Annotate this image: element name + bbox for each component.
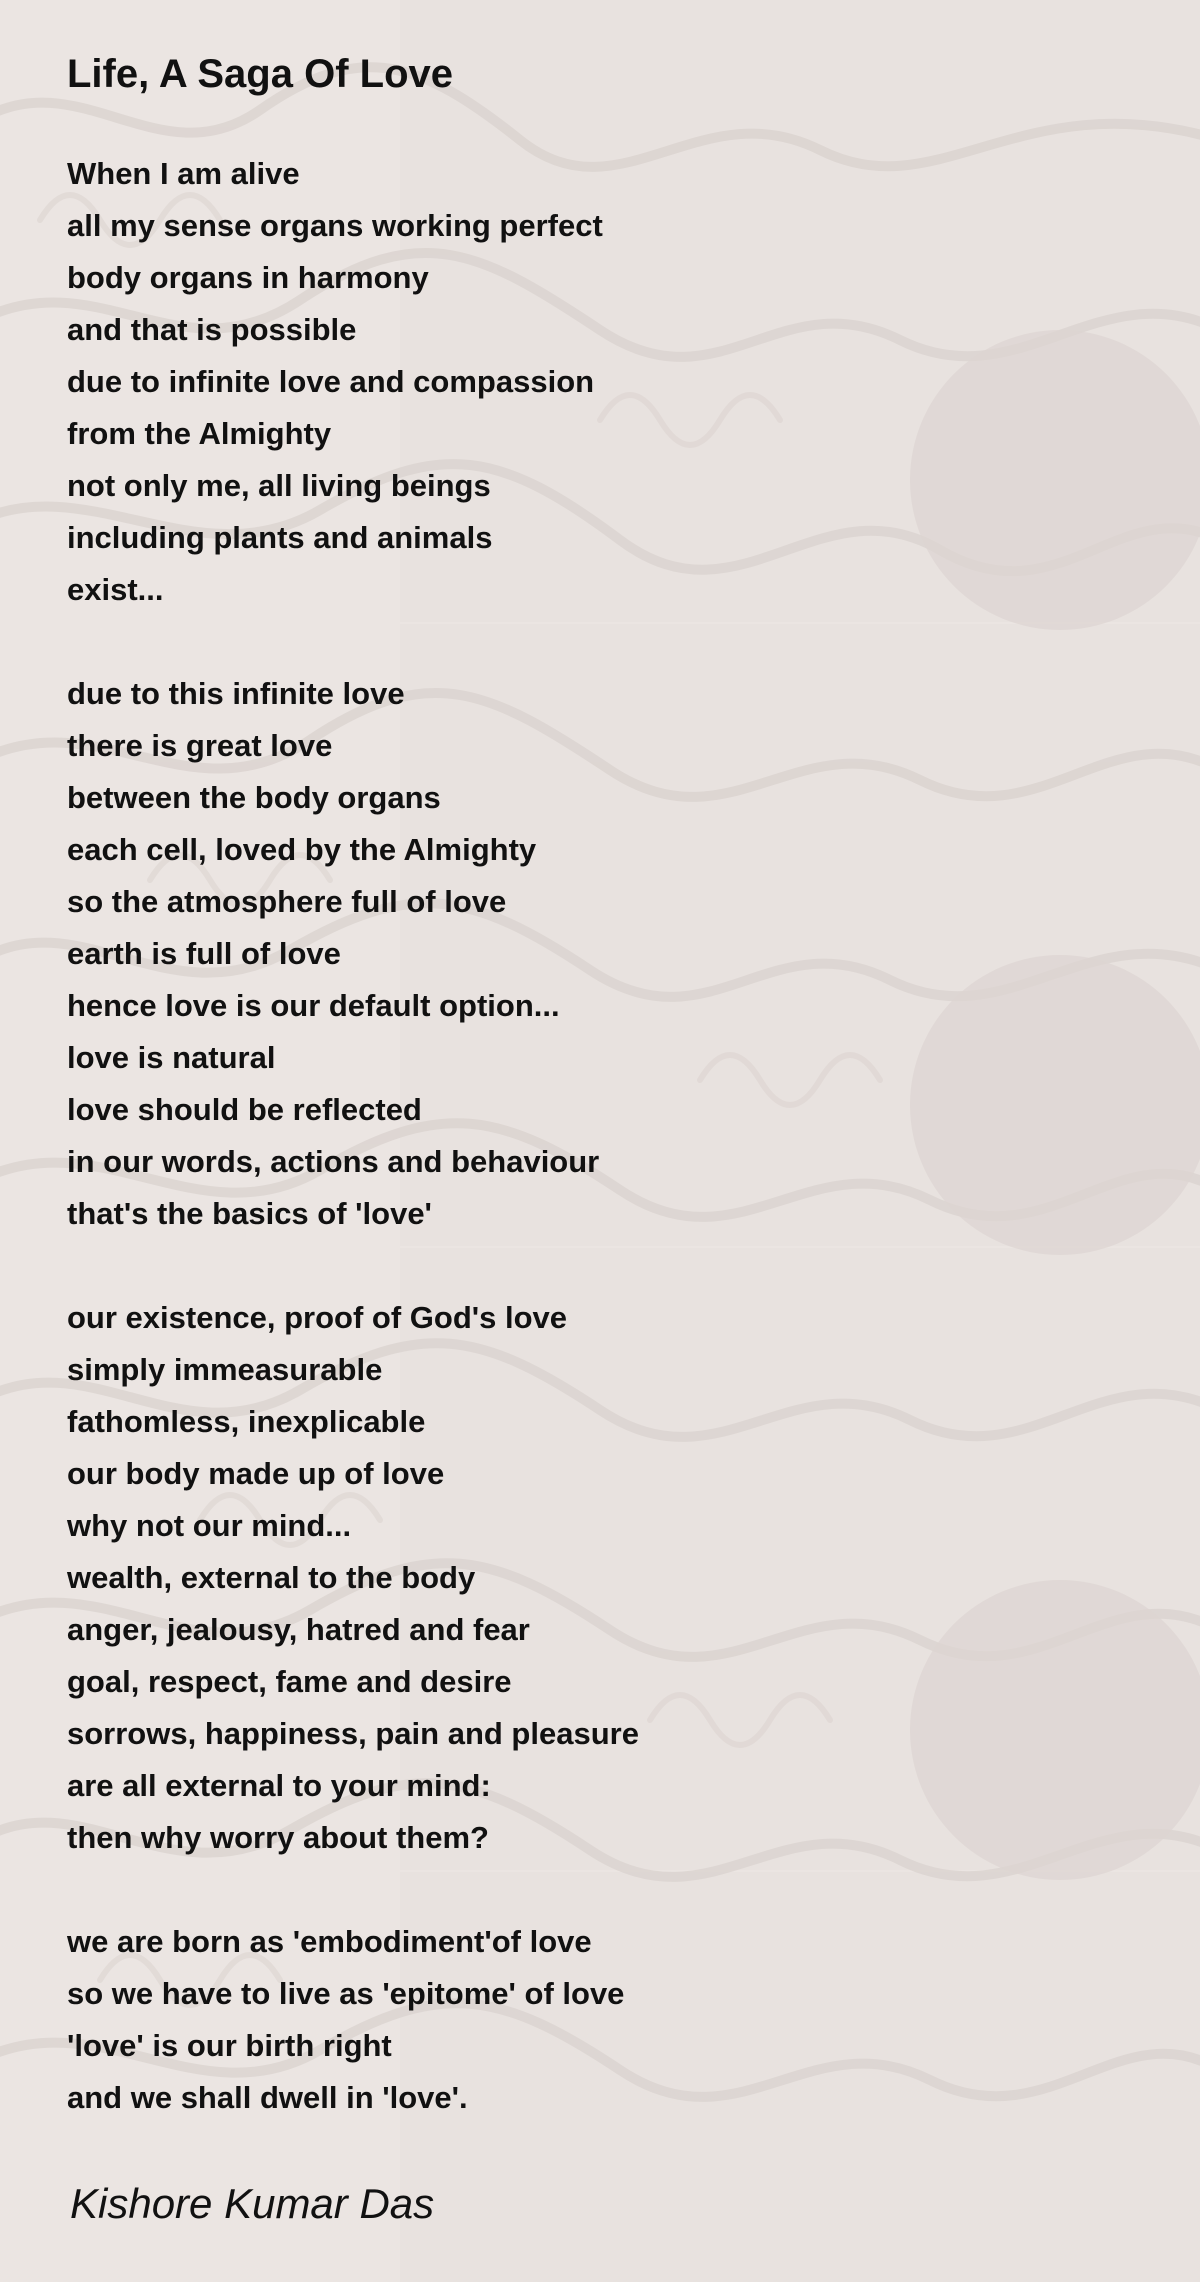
- poem-line: anger, jealousy, hatred and fear: [67, 1612, 530, 1647]
- poem-line: hence love is our default option...: [67, 988, 560, 1023]
- poem-line: due to this infinite love: [67, 676, 405, 711]
- stanza-4: [67, 1916, 1127, 2124]
- poem-line: in our words, actions and behaviour: [67, 1144, 600, 1179]
- poem-line: and that is possible: [67, 312, 357, 347]
- poem-line: then why worry about them?: [67, 1820, 489, 1855]
- poem-line: love should be reflected: [67, 1092, 422, 1127]
- poem-line: and we shall dwell in 'love'.: [67, 2080, 468, 2115]
- poem-author: Kishore Kumar Das: [70, 2180, 435, 2227]
- poem-line: goal, respect, fame and desire: [67, 1664, 512, 1699]
- poem-line: from the Almighty: [67, 416, 332, 451]
- poem-line: earth is full of love: [67, 936, 341, 971]
- stanza-2: [67, 668, 1127, 1240]
- poem-line: not only me, all living beings: [67, 468, 491, 503]
- poem-line: there is great love: [67, 728, 333, 763]
- poem-line: are all external to your mind:: [67, 1768, 491, 1803]
- poem-line: fathomless, inexplicable: [67, 1404, 426, 1439]
- poem-line: all my sense organs working perfect: [67, 208, 603, 243]
- poem-line: simply immeasurable: [67, 1352, 383, 1387]
- poem-line: each cell, loved by the Almighty: [67, 832, 537, 867]
- poem-line: our body made up of love: [67, 1456, 445, 1491]
- poem-line: so the atmosphere full of love: [67, 884, 507, 919]
- stanza-3: [67, 1292, 1127, 1864]
- poem-line: including plants and animals: [67, 520, 493, 555]
- poem-line: between the body organs: [67, 780, 441, 815]
- poem-line: we are born as 'embodiment'of love: [67, 1924, 592, 1959]
- poem-line: exist...: [67, 572, 164, 607]
- poem-line: 'love' is our birth right: [67, 2028, 392, 2063]
- poem-line: sorrows, happiness, pain and pleasure: [67, 1716, 639, 1751]
- poem-line: our existence, proof of God's love: [67, 1300, 568, 1335]
- poem-line: why not our mind...: [67, 1508, 352, 1543]
- poem-line: that's the basics of 'love': [67, 1196, 432, 1231]
- poem-line: due to infinite love and compassion: [67, 364, 595, 399]
- poem-title: Life, A Saga Of Love: [67, 52, 453, 96]
- poem-line: body organs in harmony: [67, 260, 429, 295]
- poem-line: so we have to live as 'epitome' of love: [67, 1976, 625, 2011]
- poem-line: wealth, external to the body: [67, 1560, 476, 1595]
- poem-line: love is natural: [67, 1040, 276, 1075]
- poem-line: When I am alive: [67, 156, 300, 191]
- stanza-1: [67, 148, 1127, 616]
- poem-body: [67, 148, 1127, 2176]
